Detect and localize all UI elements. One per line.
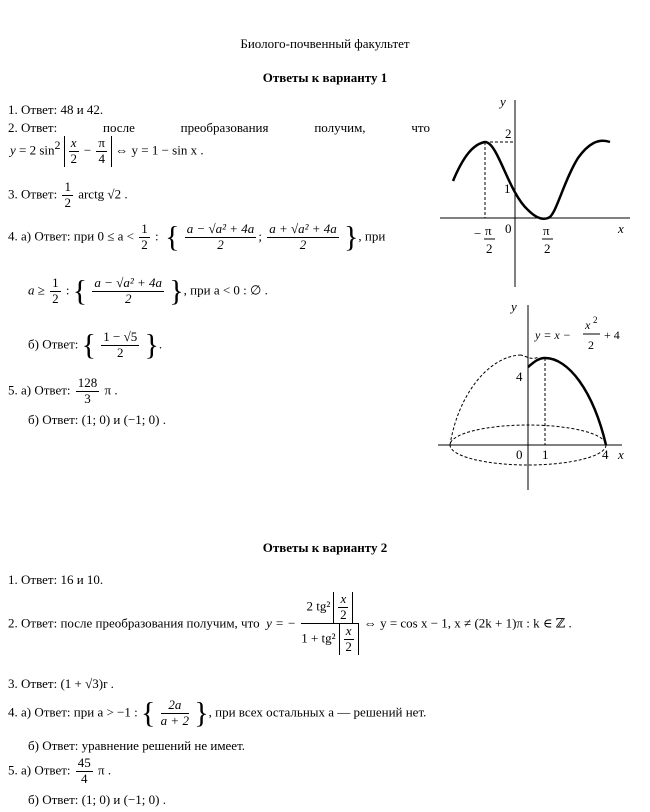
den: 4 xyxy=(98,150,105,166)
brace-left: { xyxy=(165,220,180,254)
tick-neg-pi-num: π xyxy=(485,223,492,238)
tick-0: 0 xyxy=(505,221,512,236)
num: x xyxy=(345,622,352,638)
curve-eq-tail: + 4 xyxy=(604,328,620,342)
den: 2 xyxy=(117,344,124,360)
v1-a2-word: получим, xyxy=(314,120,366,135)
tick-4-y: 4 xyxy=(516,369,523,384)
label: б) Ответ: xyxy=(28,336,79,352)
tick-2: 2 xyxy=(505,126,512,141)
v1-answer-5a xyxy=(8,376,118,407)
label: 5. а) Ответ: xyxy=(8,382,71,398)
sep: ; xyxy=(258,228,262,244)
tick-0: 0 xyxy=(516,447,523,462)
num: 1 xyxy=(64,179,71,194)
v1-a2-y: y xyxy=(10,142,16,158)
brace-left: { xyxy=(72,274,88,308)
tick-pi-den: 2 xyxy=(544,241,551,256)
v2-answer-3: 3. Ответ: (1 + √3)r . xyxy=(8,676,114,691)
label: 4. а) Ответ: при 0 ≤ a < xyxy=(8,228,134,244)
v1-answer-1: 1. Ответ: 48 и 42. xyxy=(8,102,104,117)
v1-answer-4a-cont xyxy=(28,276,268,307)
label: 4. а) Ответ: при a > −1 : xyxy=(8,704,138,720)
tick-4-x: 4 xyxy=(602,447,609,462)
den: 2 xyxy=(64,194,71,210)
den: 2 xyxy=(217,236,224,252)
den: 2 xyxy=(124,290,132,306)
v1-a2-sup: 2 xyxy=(54,138,61,153)
v1-a2-frac-x xyxy=(69,136,79,167)
faculty-title: Биолого-почвенный факультет xyxy=(240,36,410,51)
v2-a4-frac xyxy=(161,698,189,729)
mirror-curve xyxy=(450,355,520,445)
num: 2a xyxy=(161,698,189,714)
parabola-curve xyxy=(528,358,606,445)
v1-a4-f1 xyxy=(185,222,257,253)
num-tg: 2 tg² xyxy=(306,598,331,614)
colon: : xyxy=(65,282,70,298)
tail: π . xyxy=(98,762,112,778)
v1-a2-word: что xyxy=(411,120,430,135)
v1-answer-4a xyxy=(8,222,433,253)
v1-a3-frac xyxy=(62,180,73,211)
inner-frac xyxy=(338,592,348,623)
brace-left: { xyxy=(141,696,156,730)
den: 2 xyxy=(141,236,148,252)
label: 5. а) Ответ: xyxy=(8,762,71,778)
v1-a4-half xyxy=(139,222,150,253)
v1-a4-f2 xyxy=(267,222,339,253)
v1-answer-2-formula xyxy=(10,136,204,167)
tail: , при всех остальных a — решений нет. xyxy=(208,704,427,720)
v2-a5-frac xyxy=(76,756,93,787)
tail: arctg √2 . xyxy=(78,186,128,202)
v1-answer-2-line1 xyxy=(8,120,430,136)
v1-a2-frac-pi xyxy=(96,136,107,167)
den: 2 xyxy=(70,150,77,166)
tick-pi-num: π xyxy=(543,223,550,238)
v2-answer-1: 1. Ответ: 16 и 10. xyxy=(8,572,104,587)
dot: . xyxy=(158,336,163,352)
x-axis-label: x xyxy=(618,221,624,236)
tick-1: 1 xyxy=(542,447,549,462)
num xyxy=(301,592,358,624)
num: 45 xyxy=(77,755,91,770)
v1-a2-word: после xyxy=(103,120,135,135)
v2-answer-4b: б) Ответ: уравнение решений не имеет. xyxy=(28,738,246,753)
num: 1 xyxy=(52,275,59,290)
y-axis-label: y xyxy=(511,299,517,314)
tail: , при xyxy=(358,228,386,244)
num-abs xyxy=(333,592,353,623)
curve-eq-sup: 2 xyxy=(593,315,598,325)
den-tg: 1 + tg² xyxy=(301,630,336,646)
colon: : xyxy=(154,228,159,244)
v1-answer-4b xyxy=(28,330,162,361)
v2-a2-frac xyxy=(301,592,358,655)
den: 3 xyxy=(84,390,91,406)
y: y = − xyxy=(266,615,296,631)
brace-right: } xyxy=(194,696,209,730)
v2-answer-5a xyxy=(8,756,111,787)
tail: , при a < 0 : ∅ . xyxy=(183,282,268,298)
den: 2 xyxy=(340,606,347,622)
v1-answer-5b: б) Ответ: (1; 0) и (−1; 0) . xyxy=(28,412,166,427)
tail: π . xyxy=(104,382,118,398)
pre: a ≥ xyxy=(28,282,45,298)
num: 1 − √5 xyxy=(103,329,138,344)
den: 4 xyxy=(81,770,88,786)
num: a − √a² + 4a xyxy=(186,221,255,236)
curve-eq-prefix: y = x − xyxy=(535,328,571,342)
num: π xyxy=(98,135,105,150)
v1-a2-tail: ⇔ y = 1 − sin x . xyxy=(115,142,204,158)
num: x xyxy=(70,135,77,150)
den xyxy=(301,624,358,655)
v1-a5-frac xyxy=(76,376,100,407)
graph-1 xyxy=(438,92,638,292)
label: 3. Ответ: xyxy=(8,186,58,202)
x-axis-label: x xyxy=(618,447,624,462)
graph-2 xyxy=(438,295,638,495)
v2-answer-5b: б) Ответ: (1; 0) и (−1; 0) . xyxy=(28,792,166,807)
brace-right: } xyxy=(344,220,359,254)
tick-1: 1 xyxy=(504,181,511,196)
num: a − √a² + 4a xyxy=(94,275,162,290)
num: x xyxy=(340,591,347,606)
v1-a2-word: 2. Ответ: xyxy=(8,120,58,135)
v1-a4c-frac xyxy=(101,330,139,361)
num: 1 xyxy=(141,221,148,236)
num: 128 xyxy=(77,375,98,390)
den: 2 xyxy=(345,638,352,654)
y-axis-label: y xyxy=(500,94,506,109)
v1-a2-word: преобразования xyxy=(180,120,269,135)
den: 2 xyxy=(299,236,307,252)
curve-eq-den: 2 xyxy=(588,338,594,352)
v1-answer-3 xyxy=(8,180,128,211)
v2-answer-2 xyxy=(8,592,572,655)
v2-answer-4a xyxy=(8,698,426,729)
curve-eq-num: x xyxy=(585,318,591,332)
v1-a2-abs: $\frac{x}{2}$ − $\frac{\pi}{4}$ xyxy=(64,136,112,167)
top-dash xyxy=(520,355,538,358)
tick-neg-pi-minus: − xyxy=(474,226,482,241)
text: 2. Ответ: после преобразования получим, что xyxy=(8,615,260,631)
v1-a4b-frac xyxy=(92,276,164,307)
brace-left: { xyxy=(81,328,97,362)
brace-right: } xyxy=(169,274,184,308)
variant1-title: Ответы к варианту 1 xyxy=(262,70,388,85)
inner-frac xyxy=(344,624,354,655)
brace-right: } xyxy=(144,328,159,362)
den-abs xyxy=(339,624,359,655)
variant2-title: Ответы к варианту 2 xyxy=(262,540,388,555)
v1-a2-eq: = 2 sin xyxy=(19,142,55,158)
num: a + √a² + 4a xyxy=(269,221,337,236)
sine-curve xyxy=(453,141,610,219)
tail: ⇔ y = cos x − 1, x ≠ (2k + 1)π : k ∈ ℤ . xyxy=(363,615,572,631)
den: a + 2 xyxy=(160,712,189,728)
tick-neg-pi-den: 2 xyxy=(486,241,493,256)
v1-a4b-half xyxy=(50,276,61,307)
den: 2 xyxy=(52,290,59,306)
